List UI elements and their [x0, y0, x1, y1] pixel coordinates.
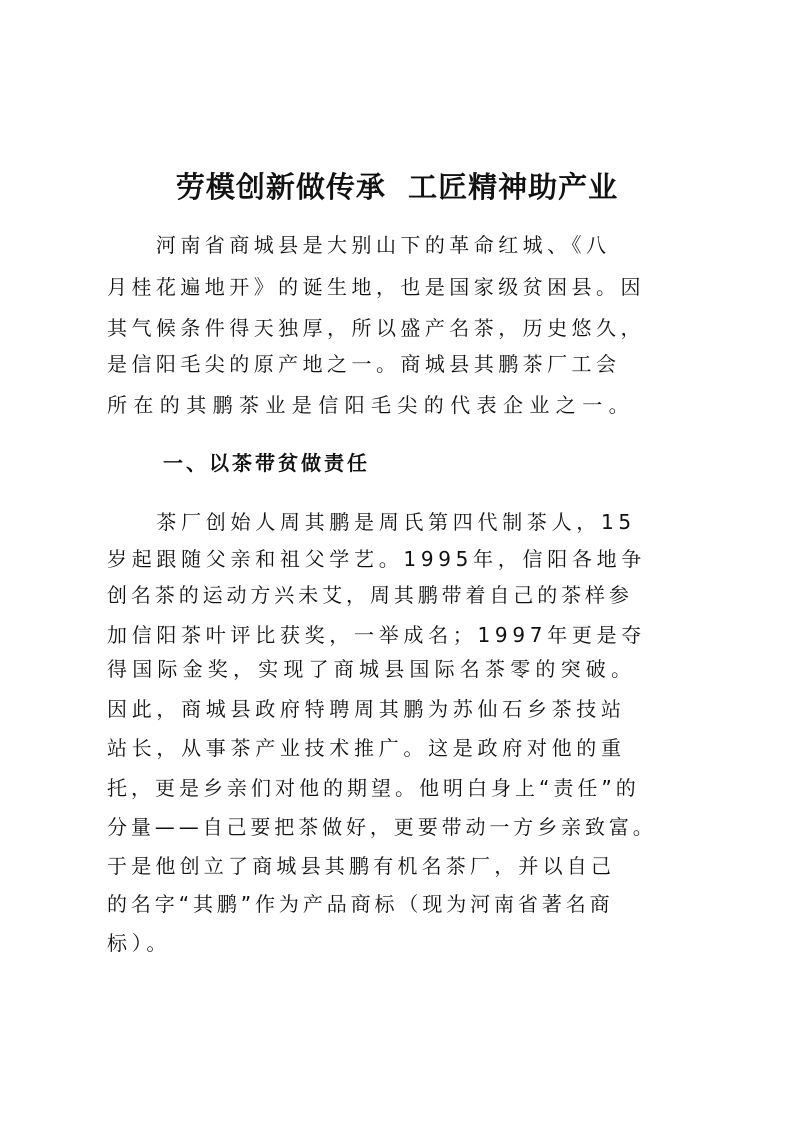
paragraph-line: 月桂花遍地开》的诞生地，也是国家级贫困县。因	[107, 275, 645, 299]
paragraph-line: 分量——自己要把茶做好，更要带动一方乡亲致富。	[107, 815, 657, 839]
paragraph-line: 得国际金奖，实现了商城县国际名茶零的突破。	[107, 657, 637, 681]
paragraph-line: 标）。	[107, 931, 172, 955]
paragraph-line: 于是他创立了商城县其鹏有机名茶厂，并以自己	[107, 854, 616, 878]
paragraph-line: 是信阳毛尖的原产地之一。商城县其鹏茶厂工会	[107, 352, 621, 376]
paragraph-line: 其气候条件得天独厚，所以盛产名茶，历史悠久，	[107, 316, 645, 340]
paragraph-line: 的名字“其鹏”作为产品商标（现为河南省著名商	[107, 892, 614, 916]
document-title: 劳模创新做传承 工匠精神助产业	[175, 170, 619, 204]
paragraph-line: 创名茶的运动方兴未艾，周其鹏带着自己的茶样参	[107, 583, 633, 607]
paragraph-line: 站长，从事茶产业技术推广。这是政府对他的重	[107, 736, 626, 760]
paragraph-line: 岁起跟随父亲和祖父学艺。1995年，信阳各地争	[107, 547, 646, 571]
paragraph-line: 加信阳茶叶评比获奖，一举成名；1997年更是夺	[107, 623, 646, 647]
paragraph-line: 茶厂创始人周其鹏是周氏第四代制茶人，15	[107, 510, 636, 534]
paragraph-line: 所在的其鹏茶业是信阳毛尖的代表企业之一。	[107, 393, 635, 417]
paragraph-line: 因此，商城县政府特聘周其鹏为苏仙石乡茶技站	[107, 697, 626, 721]
paragraph-line: 托，更是乡亲们对他的期望。他明白身上“责任”的	[107, 776, 640, 800]
section-heading: 一、以茶带贫做责任	[163, 451, 370, 475]
paragraph-line: 河南省商城县是大别山下的革命红城、《八	[107, 233, 611, 257]
